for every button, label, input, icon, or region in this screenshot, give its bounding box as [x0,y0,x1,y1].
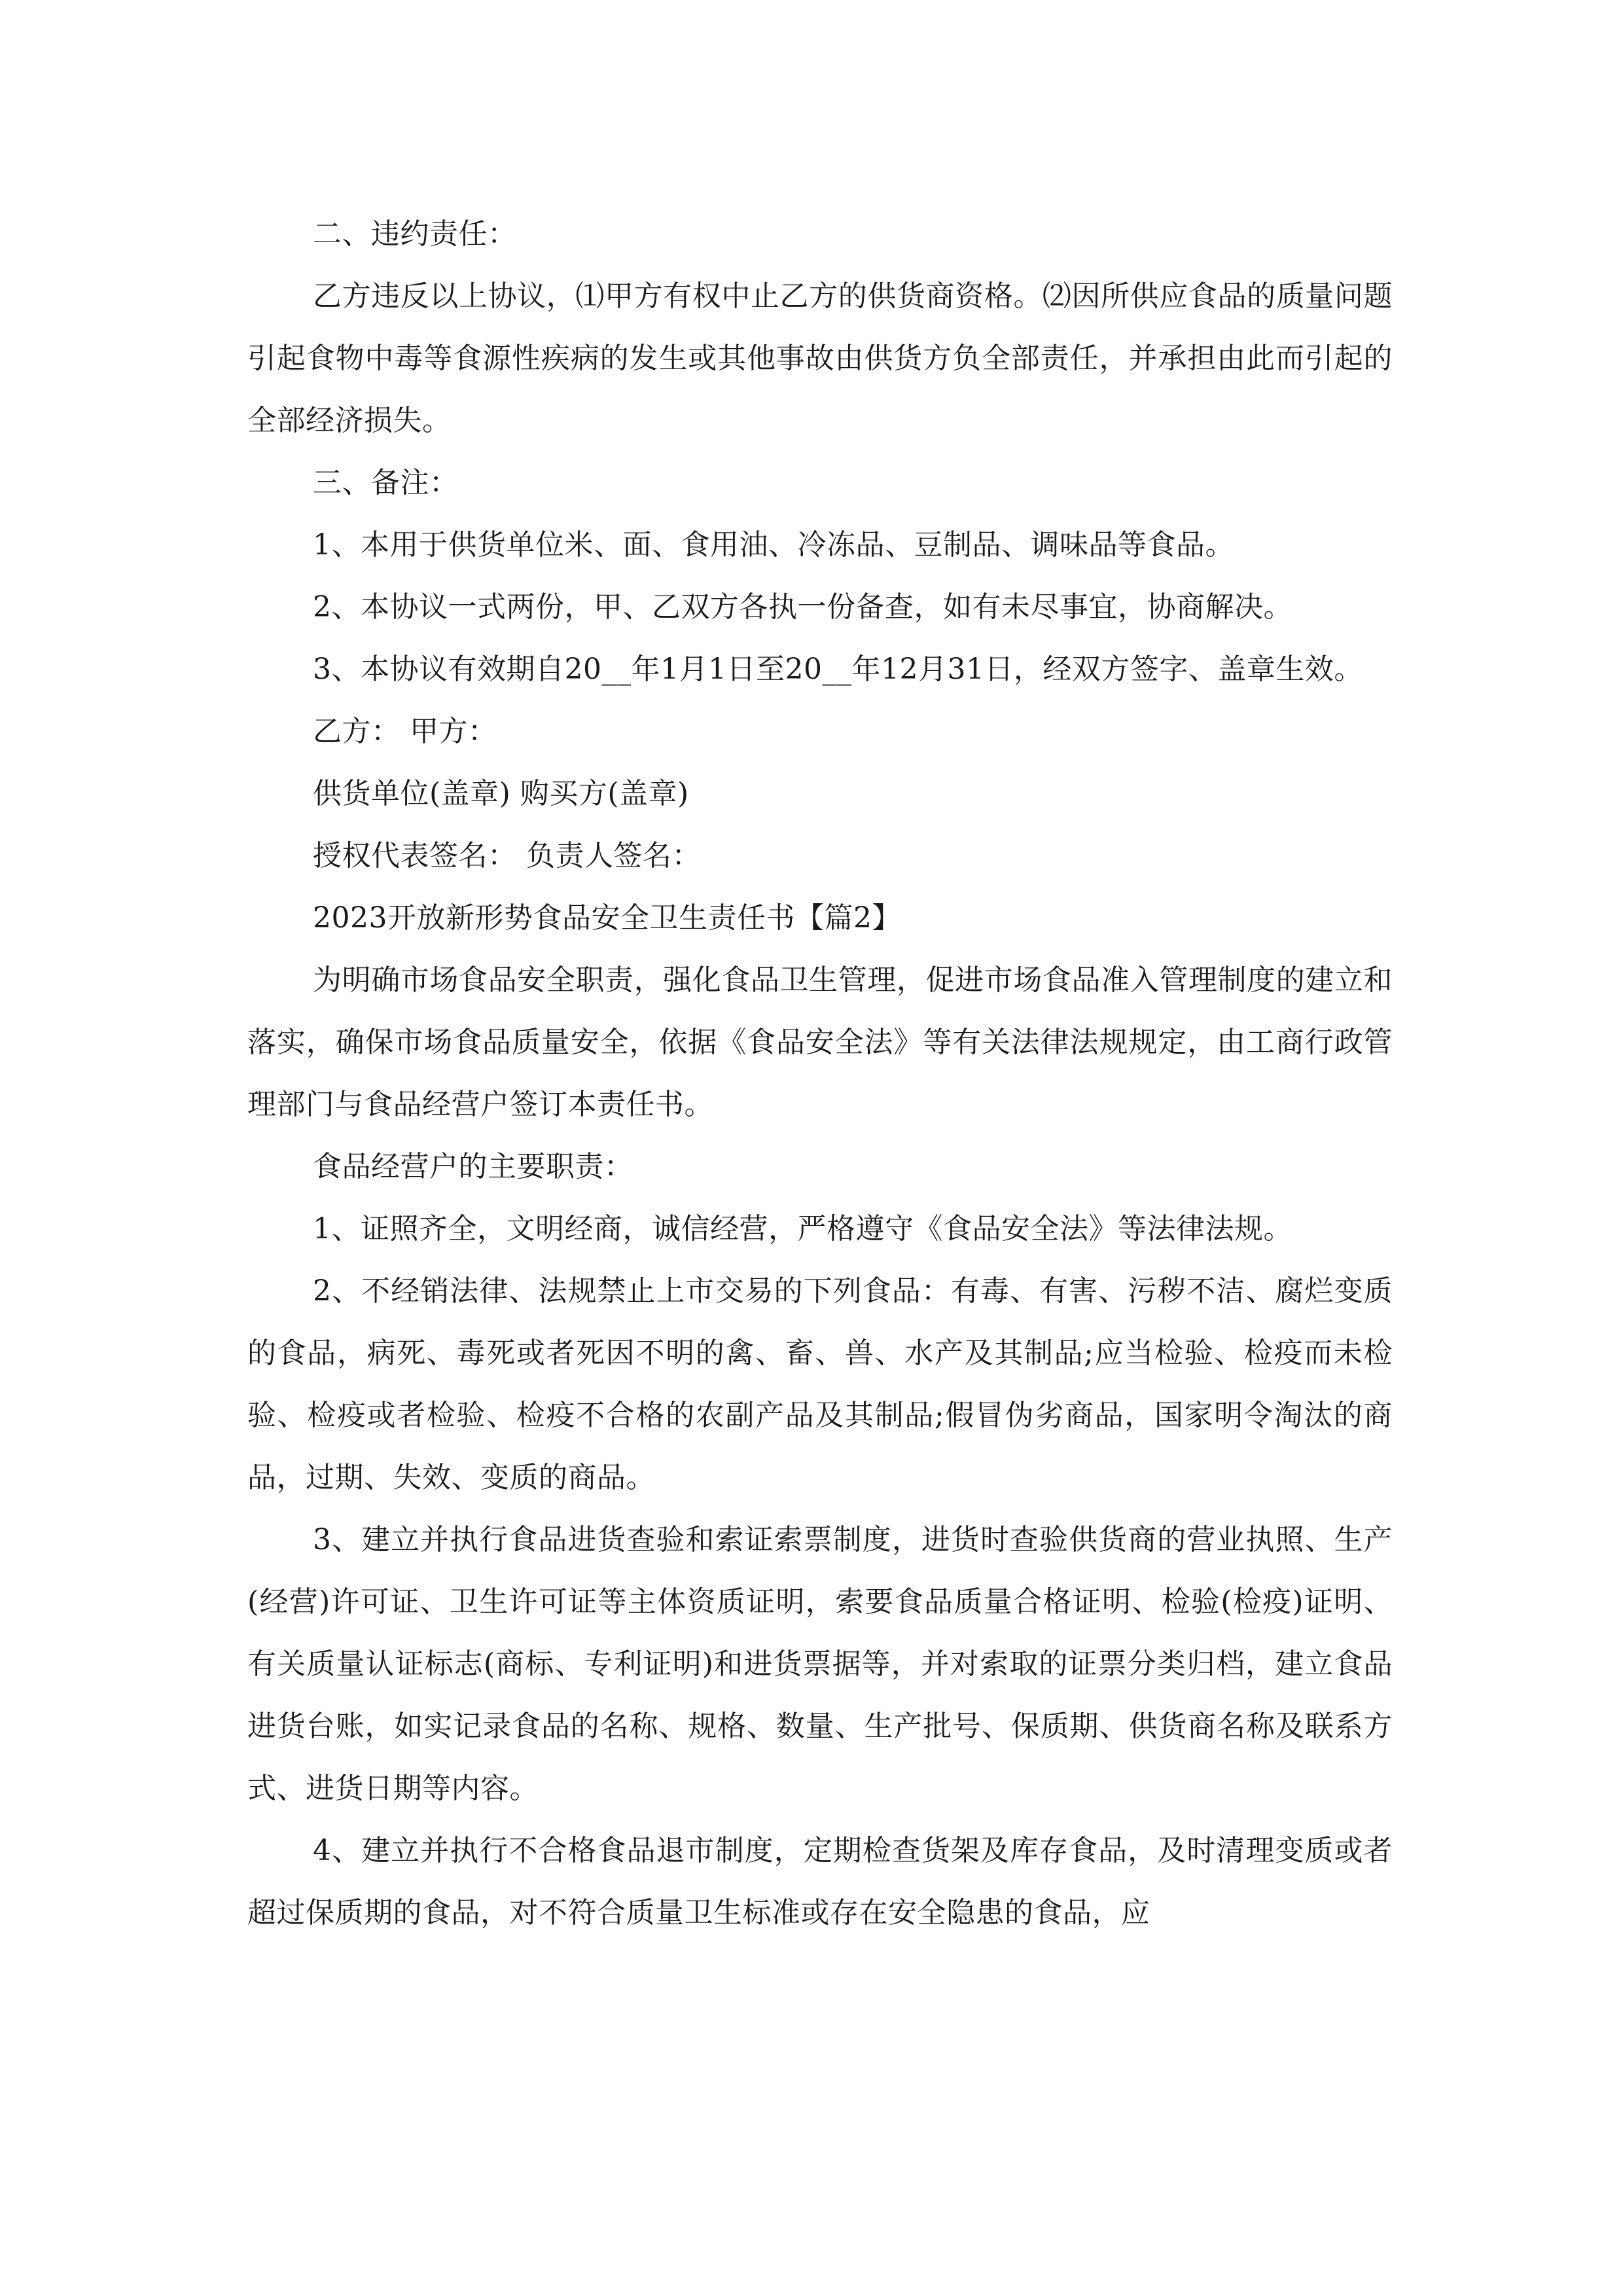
paragraph-breach-details: 乙方违反以上协议，⑴甲方有权中止乙方的供货商资格。⑵因所供应食品的质量问题引起食物中毒等食源性疾病的发生或其他事故由供货方负全部责任，并承担由此而引起的全部经济损失。 [247,279,1393,437]
section-heading-duties: 食品经营户的主要职责： [313,1150,633,1183]
paragraph-purpose: 为明确市场食品安全职责，强化食品卫生管理，促进市场食品准入管理制度的建立和落实，确保市场食品质量安全，依据《食品安全法》等有关法律法规规定，由工商行政管理部门与食品经营户签订本责任书。 [247,963,1393,1121]
duty-item-3: 3、建立并执行食品进货查验和索证索票制度，进货时查验供货商的营业执照、生产(经营)许可证、卫生许可证等主体资质证明，索要食品质量合格证明、检验(检疫)证明、有关质量认证标志(商标、专利证明)和进货票据等，并对索取的证票分类归档，建立食品进货台账，如实记录食品的名称、规格、数量、生产批号、保质期、供货商名称及联系方式、进货日期等内容。 [247,1523,1393,1805]
note-item-1: 1、本用于供货单位米、面、食用油、冷冻品、豆制品、调味品等食品。 [313,528,1234,562]
signature-parties: 乙方： 甲方： [313,715,497,748]
duty-item-2: 2、不经销法律、法规禁止上市交易的下列食品：有毒、有害、污秽不洁、腐烂变质的食品，病死、毒死或者死因不明的禽、畜、兽、水产及其制品;应当检验、检疫而未检验、检疫或者检验、检疫不合格的农副产品及其制品;假冒伪劣商品，国家明令淘汰的商品，过期、失效、变质的商品。 [247,1274,1393,1494]
document-subtitle: 2023开放新形势食品安全卫生责任书【篇2】 [313,901,901,935]
document-body [247,203,1393,1944]
section-heading-notes: 三、备注： [313,466,459,499]
duty-item-4: 4、建立并执行不合格食品退市制度，定期检查货架及库存食品，及时清理变质或者超过保质期的食品，对不符合质量卫生标准或存在安全隐患的食品，应 [247,1834,1393,1929]
note-item-3: 3、本协议有效期自20__年1月1日至20__年12月31日，经双方签字、盖章生效。 [313,653,1363,686]
signature-representatives: 授权代表签名： 负责人签名： [313,839,701,872]
section-heading-breach-liability: 二、违约责任： [313,217,517,251]
note-item-2: 2、本协议一式两份，甲、乙双方各执一份备查，如有未尽事宜，协商解决。 [313,590,1293,624]
duty-item-1: 1、证照齐全，文明经商，诚信经营，严格遵守《食品安全法》等法律法规。 [313,1212,1293,1246]
signature-seals: 供货单位(盖章) 购买方(盖章) [313,777,689,810]
